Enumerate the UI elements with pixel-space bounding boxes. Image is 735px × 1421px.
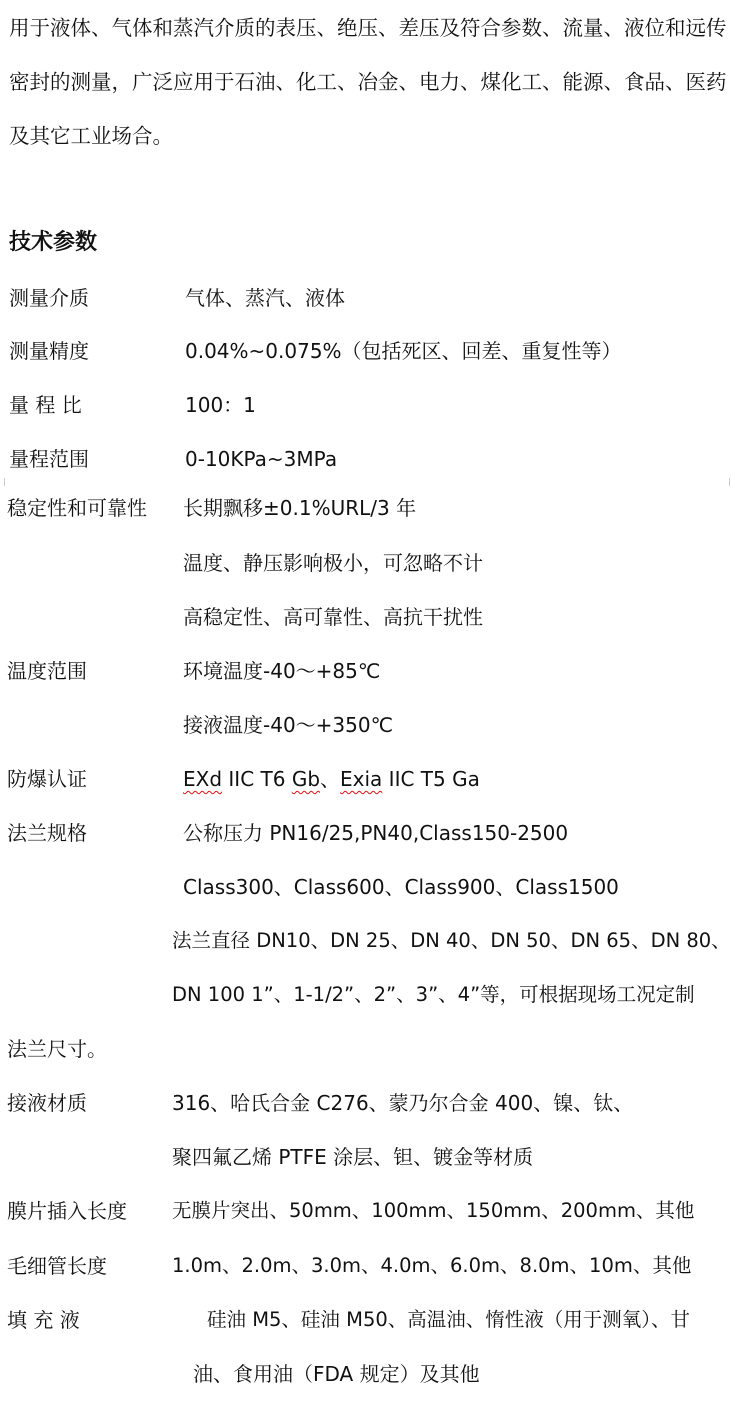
param-label-material: 接液材质 xyxy=(7,1091,87,1115)
intro-line-2: 密封的测量，广泛应用于石油、化工、冶金、电力、煤化工、能源、食品、医药 xyxy=(9,70,727,94)
param-label-flange: 法兰规格 xyxy=(7,821,87,845)
param-label-temperature: 温度范围 xyxy=(7,659,87,683)
param-value-explosion xyxy=(183,765,480,793)
param-value-capillary: 1.0m、2.0m、3.0m、4.0m、6.0m、8.0m、10m、其他 xyxy=(172,1254,692,1277)
param-label-medium: 测量介质 xyxy=(9,286,89,310)
explosion-exd: EXd xyxy=(183,767,223,791)
param-value-flange-2: Class300、Class600、Class900、Class1500 xyxy=(183,875,619,899)
param-label-capillary: 毛细管长度 xyxy=(7,1254,107,1278)
param-value-flange-3: 法兰直径 DN10、DN 25、DN 40、DN 50、DN 65、DN 80、 xyxy=(172,929,731,952)
param-label-range-ratio: 量 程 比 xyxy=(9,393,82,417)
param-value-flange-5: 法兰尺寸。 xyxy=(7,1037,107,1061)
param-label-stability: 稳定性和可靠性 xyxy=(7,496,147,520)
param-value-range-ratio: 100：1 xyxy=(185,393,256,417)
param-value-temperature-2: 接液温度-40～+350℃ xyxy=(183,713,394,737)
margin-mark-right xyxy=(729,478,733,486)
param-value-medium: 气体、蒸汽、液体 xyxy=(185,286,345,310)
explosion-gb: Gb xyxy=(291,767,321,791)
param-label-insertion: 膜片插入长度 xyxy=(7,1199,127,1223)
param-value-stability-3: 高稳定性、高可靠性、高抗干扰性 xyxy=(183,605,483,629)
param-value-stability-2: 温度、静压影响极小，可忽略不计 xyxy=(183,551,483,575)
param-value-material-1: 316、哈氏合金 C276、蒙乃尔合金 400、镍、钛、 xyxy=(172,1091,634,1115)
explosion-iic-t6: IIC T6 xyxy=(222,767,292,791)
intro-line-1: 用于液体、气体和蒸汽介质的表压、绝压、差压及符合参数、流量、液位和远传 xyxy=(9,16,727,40)
explosion-exia: Exia xyxy=(340,767,383,791)
param-label-explosion: 防爆认证 xyxy=(7,767,87,791)
explosion-iic-t5: IIC T5 Ga xyxy=(382,767,480,791)
param-label-accuracy: 测量精度 xyxy=(9,339,89,363)
param-label-fill: 填 充 液 xyxy=(7,1308,80,1332)
explosion-separator: 、 xyxy=(320,767,341,791)
intro-line-3: 及其它工业场合。 xyxy=(9,124,173,148)
section-title: 技术参数 xyxy=(9,230,98,255)
param-value-material-2: 聚四氟乙烯 PTFE 涂层、钽、镀金等材质 xyxy=(172,1145,534,1169)
param-value-range: 0-10KPa~3MPa xyxy=(185,447,338,471)
margin-mark-left xyxy=(4,478,8,486)
param-value-stability-1: 长期飘移±0.1%URL/3 年 xyxy=(183,496,417,520)
param-value-flange-4: DN 100 1”、1-1/2”、2”、3”、4”等，可根据现场工况定制 xyxy=(172,983,695,1006)
param-label-range: 量程范围 xyxy=(9,447,89,471)
param-value-accuracy: 0.04%~0.075%（包括死区、回差、重复性等） xyxy=(185,339,622,363)
param-value-flange-1: 公称压力 PN16/25,PN40,Class150-2500 xyxy=(183,821,569,845)
param-value-temperature-1: 环境温度-40～+85℃ xyxy=(183,659,381,683)
param-value-fill-1: 硅油 M5、硅油 M50、高温油、惰性液（用于测氧）、甘 xyxy=(207,1308,691,1331)
param-value-fill-2: 油、食用油（FDA 规定）及其他 xyxy=(193,1362,480,1386)
param-value-insertion: 无膜片突出、50mm、100mm、150mm、200mm、其他 xyxy=(172,1199,695,1222)
